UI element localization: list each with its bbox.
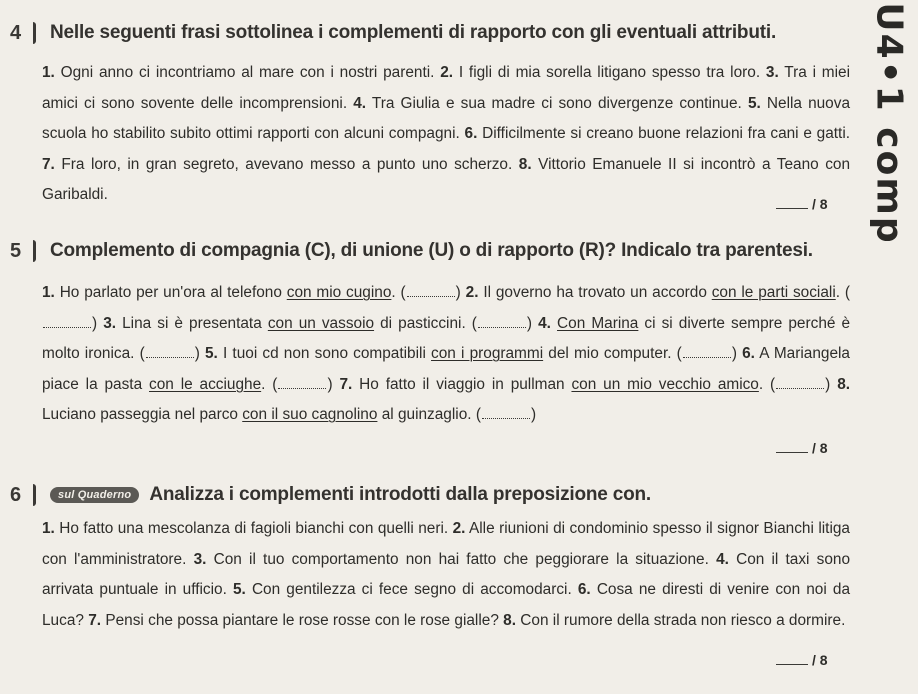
exercise-5-score-total: / 8 (812, 440, 828, 456)
ex5-s7-text: Ho fatto il viaggio in pullman (359, 375, 572, 393)
ex5-s1-text: Ho parlato per un'ora al telefono (59, 284, 287, 301)
ex4-s1-text: Ogni anno ci incontriamo al mare con i nostri parenti. (60, 64, 435, 81)
ex6-s7-number: 7. (88, 611, 102, 629)
answer-blank-5[interactable] (683, 345, 731, 358)
answer-blank-3[interactable] (478, 315, 526, 328)
ex5-s8-number: 8. (837, 375, 851, 393)
ex4-s4-number: 4. (353, 94, 367, 112)
exercise-6-heading (6, 482, 651, 508)
paren-open: ( (471, 314, 477, 332)
ex5-s3-number: 3. (103, 314, 117, 332)
ex4-s1-number: 1. (42, 64, 55, 81)
ex5-s7-number: 7. (339, 375, 353, 393)
paren-open: ( (676, 345, 682, 362)
score-blank[interactable] (776, 664, 808, 665)
ex5-s1-number: 1. (42, 284, 55, 301)
exercise-4-score[interactable] (776, 196, 828, 212)
ex4-s5-number: 5. (747, 94, 761, 112)
ex5-s5-underlined: con i programmi (431, 345, 544, 362)
unit-side-label: U4•1 comp (868, 1, 910, 245)
answer-blank-6[interactable] (278, 376, 326, 389)
exercise-4-heading (6, 20, 776, 46)
answer-blank-8[interactable] (482, 406, 530, 419)
ex4-s8-text: Vittorio Emanuele II si incontrò a Teano con Garibaldi. (42, 155, 851, 203)
ex6-s4-text: Con il taxi sono arrivata puntuale in ufficio. (42, 550, 851, 598)
paren-open: ( (770, 375, 776, 393)
exercise-6-score-total: / 8 (812, 652, 828, 668)
ex5-s2-number: 2. (465, 284, 479, 301)
paren-open: ( (844, 284, 851, 301)
exercise-6-title: Analizza i complementi introdotti dalla preposizione con. (149, 484, 651, 505)
paren-close: ) (825, 375, 831, 393)
answer-blank-7[interactable] (776, 376, 824, 389)
ex5-s2-underlined: con le parti sociali (711, 284, 836, 301)
exercise-4-title: Nelle seguenti frasi sottolinea i complementi di rapporto con gli eventuali attributi. (50, 22, 777, 43)
ex5-s5-number: 5. (205, 345, 218, 362)
ex6-s1-text: Ho fatto una mescolanza di fagioli bianchi con quelli neri. (59, 520, 449, 537)
ex5-s2-text: Il governo ha trovato un accordo (483, 284, 712, 301)
ex6-s5-text: Con gentilezza ci fece segno di accomodarci. (251, 581, 572, 598)
ex5-s3-end: di pasticcini. (374, 314, 466, 332)
ex6-s6-text: Cosa ne diresti di venire con noi da Luca? (42, 581, 851, 629)
exercise-4-text (42, 58, 850, 211)
answer-blank-1[interactable] (407, 284, 455, 297)
ex4-s3-text: Tra i miei amici ci sono sovente delle incomprensioni. (42, 64, 850, 112)
ex5-s6-underlined: con le acciughe (149, 375, 262, 393)
paren-open: ( (400, 284, 406, 301)
ex5-s8-text: Luciano passeggia nel parco (42, 406, 243, 423)
answer-blank-2[interactable] (43, 315, 91, 328)
ex6-s1-number: 1. (42, 520, 55, 537)
exercise-6-text (42, 514, 850, 636)
exercise-4-score-total: / 8 (812, 196, 828, 212)
exercise-6-number: 6 (6, 482, 38, 508)
ex5-s2-end: . (835, 284, 841, 301)
paren-close: ) (92, 314, 98, 332)
score-blank[interactable] (776, 208, 808, 209)
ex5-s1-underlined: con mio cugino (286, 284, 392, 301)
exercise-5-text (42, 278, 850, 431)
ex5-s8-end: al guinzaglio. (377, 406, 472, 423)
ex6-s8-number: 8. (503, 611, 517, 629)
paren-close: ) (731, 345, 737, 362)
paren-open: ( (272, 375, 278, 393)
exercise-4-number: 4 (6, 20, 38, 46)
unit-side-tab (860, 1, 918, 245)
ex4-s3-number: 3. (765, 64, 779, 81)
ex5-s3-text: Lina si è presentata (122, 314, 268, 332)
ex5-s5-end: del mio computer. (543, 345, 672, 362)
ex5-s4-number: 4. (538, 314, 551, 332)
ex4-s2-text: I figli di mia sorella litigano spesso tra loro. (458, 64, 761, 81)
ex4-s6-number: 6. (464, 125, 478, 142)
paren-close: ) (327, 375, 333, 393)
ex5-s4-underlined: Con Marina (557, 314, 639, 332)
ex5-s6-end: . (261, 375, 266, 393)
ex5-s7-underlined: con un mio vecchio amico (571, 375, 759, 393)
ex4-s5-text: Nella nuova scuola ho stabilito subito ottimi rapporti con alcuni compagni. (42, 94, 850, 142)
ex6-s2-number: 2. (452, 520, 466, 537)
paren-open: ( (475, 406, 481, 423)
paren-close: ) (526, 314, 533, 332)
ex4-s6-text: Difficilmente si creano buone relazioni fra cani e gatti. (482, 125, 851, 142)
paren-close: ) (530, 406, 537, 423)
ex6-s3-text: Con il tuo comportamento non hai fatto che peggiorare la situazione. (213, 550, 709, 568)
ex4-s7-text: Fra loro, in gran segreto, avevano messo a punto uno scherzo. (61, 155, 513, 173)
score-blank[interactable] (776, 452, 808, 453)
ex6-s4-number: 4. (716, 550, 729, 568)
ex5-s6-number: 6. (742, 345, 755, 362)
paren-close: ) (194, 345, 200, 362)
ex5-s4-end: ci si diverte sempre perché è molto ironica. (42, 314, 851, 362)
ex4-s2-number: 2. (440, 64, 454, 81)
ex4-s8-number: 8. (518, 155, 532, 173)
exercise-5-heading (6, 238, 813, 264)
paren-open: ( (139, 345, 145, 362)
notebook-badge: sul Quaderno (50, 487, 139, 503)
ex5-s3-underlined: con un vassoio (267, 314, 375, 332)
ex4-s4-text: Tra Giulia e sua madre ci sono divergenze continue. (371, 94, 742, 112)
ex6-s7-text: Pensi che possa piantare le rose rosse con le rose gialle? (105, 611, 499, 629)
ex6-s8-text: Con il rumore della strada non riesco a dormire. (520, 611, 846, 629)
ex5-s7-end: . (758, 375, 764, 393)
ex6-s2-text: Alle riunioni di condominio spesso il signor Bianchi litiga con l'amministratore. (42, 520, 850, 568)
ex5-s6-text: A Mariangela piace la pasta (42, 345, 850, 393)
ex6-s6-number: 6. (577, 581, 591, 598)
exercise-5-title: Complemento di compagnia (C), di unione (U) o di rapporto (R)? Indicalo tra parentesi. (50, 240, 813, 261)
ex6-s5-number: 5. (232, 581, 246, 598)
ex5-s5-text: I tuoi cd non sono compatibili (223, 345, 432, 362)
exercise-5-score[interactable] (776, 440, 828, 456)
ex5-s8-underlined: con il suo cagnolino (242, 406, 378, 423)
ex6-s3-number: 3. (193, 550, 207, 568)
answer-blank-4[interactable] (146, 345, 194, 358)
exercise-6-score[interactable] (776, 652, 828, 668)
ex5-s1-end: . (391, 284, 396, 301)
paren-close: ) (455, 284, 461, 301)
exercise-5-number: 5 (6, 238, 38, 264)
ex4-s7-number: 7. (42, 155, 55, 173)
